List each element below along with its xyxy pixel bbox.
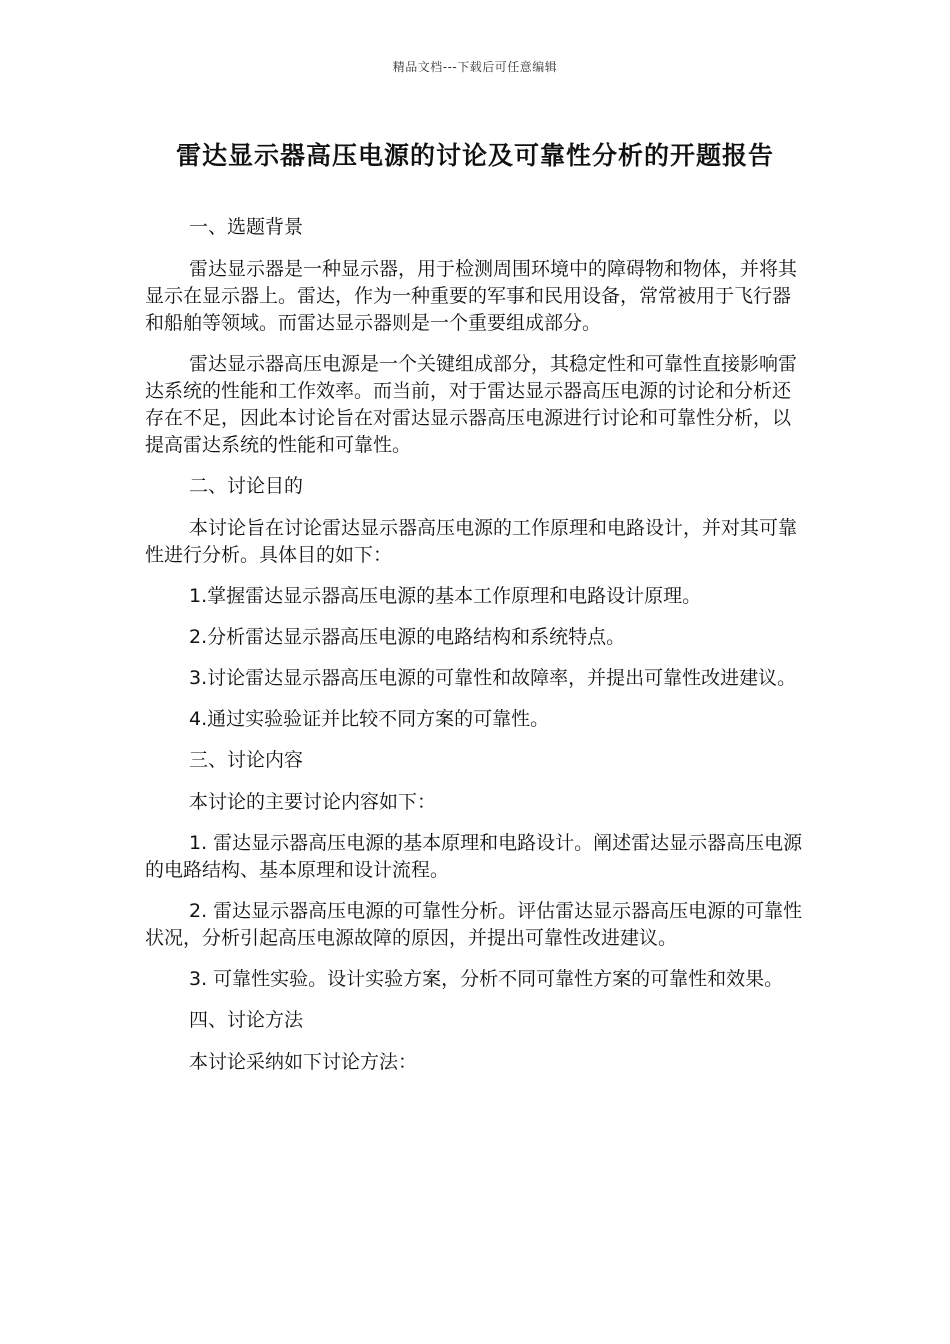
paragraph-content-intro: 本讨论的主要讨论内容如下： xyxy=(189,791,437,813)
section-heading-content: 三、讨论内容 xyxy=(189,749,304,771)
list-item-purpose-2: 2.分析雷达显示器高压电源的电路结构和系统特点。 xyxy=(189,626,626,648)
list-item-purpose-1: 1.掌握雷达显示器高压电源的基本工作原理和电路设计原理。 xyxy=(189,585,702,607)
list-item-purpose-4: 4.通过实验验证并比较不同方案的可靠性。 xyxy=(189,708,550,730)
paragraph-purpose-intro: 本讨论旨在讨论雷达显示器高压电源的工作原理和电路设计，并对其可靠性进行分析。具体目的如下： xyxy=(145,517,798,566)
section-heading-background: 一、选题背景 xyxy=(189,216,304,238)
paragraph-background-1: 雷达显示器是一种显示器，用于检测周围环境中的障碍物和物体，并将其显示在显示器上。雷达，作为一种重要的军事和民用设备，常常被用于飞行器和船舶等领域。而雷达显示器则是一个重要组成部分。 xyxy=(145,258,798,334)
list-item-purpose-3: 3.讨论雷达显示器高压电源的可靠性和故障率，并提出可靠性改进建议。 xyxy=(189,667,797,689)
list-item-content-1: 1. 雷达显示器高压电源的基本原理和电路设计。阐述雷达显示器高压电源的电路结构、基本原理和设计流程。 xyxy=(145,832,803,881)
document-body xyxy=(145,214,805,1090)
list-item-content-2: 2. 雷达显示器高压电源的可靠性分析。评估雷达显示器高压电源的可靠性状况，分析引起高压电源故障的原因，并提出可靠性改进建议。 xyxy=(145,900,803,949)
section-heading-purpose: 二、讨论目的 xyxy=(189,475,304,497)
document-title: 雷达显示器高压电源的讨论及可靠性分析的开题报告 xyxy=(175,141,774,170)
paragraph-background-2: 雷达显示器高压电源是一个关键组成部分，其稳定性和可靠性直接影响雷达系统的性能和工作效率。而当前，对于雷达显示器高压电源的讨论和分析还存在不足，因此本讨论旨在对雷达显示器高压电源进行讨论和可靠性分析，以提高雷达系统的性能和可靠性。 xyxy=(145,353,798,456)
list-item-content-3: 3. 可靠性实验。设计实验方案，分析不同可靠性方案的可靠性和效果。 xyxy=(189,968,784,990)
page-header: 精品文档---下载后可任意编辑 xyxy=(392,60,558,74)
section-heading-method: 四、讨论方法 xyxy=(189,1009,304,1031)
paragraph-method-intro: 本讨论采纳如下讨论方法： xyxy=(189,1051,418,1073)
